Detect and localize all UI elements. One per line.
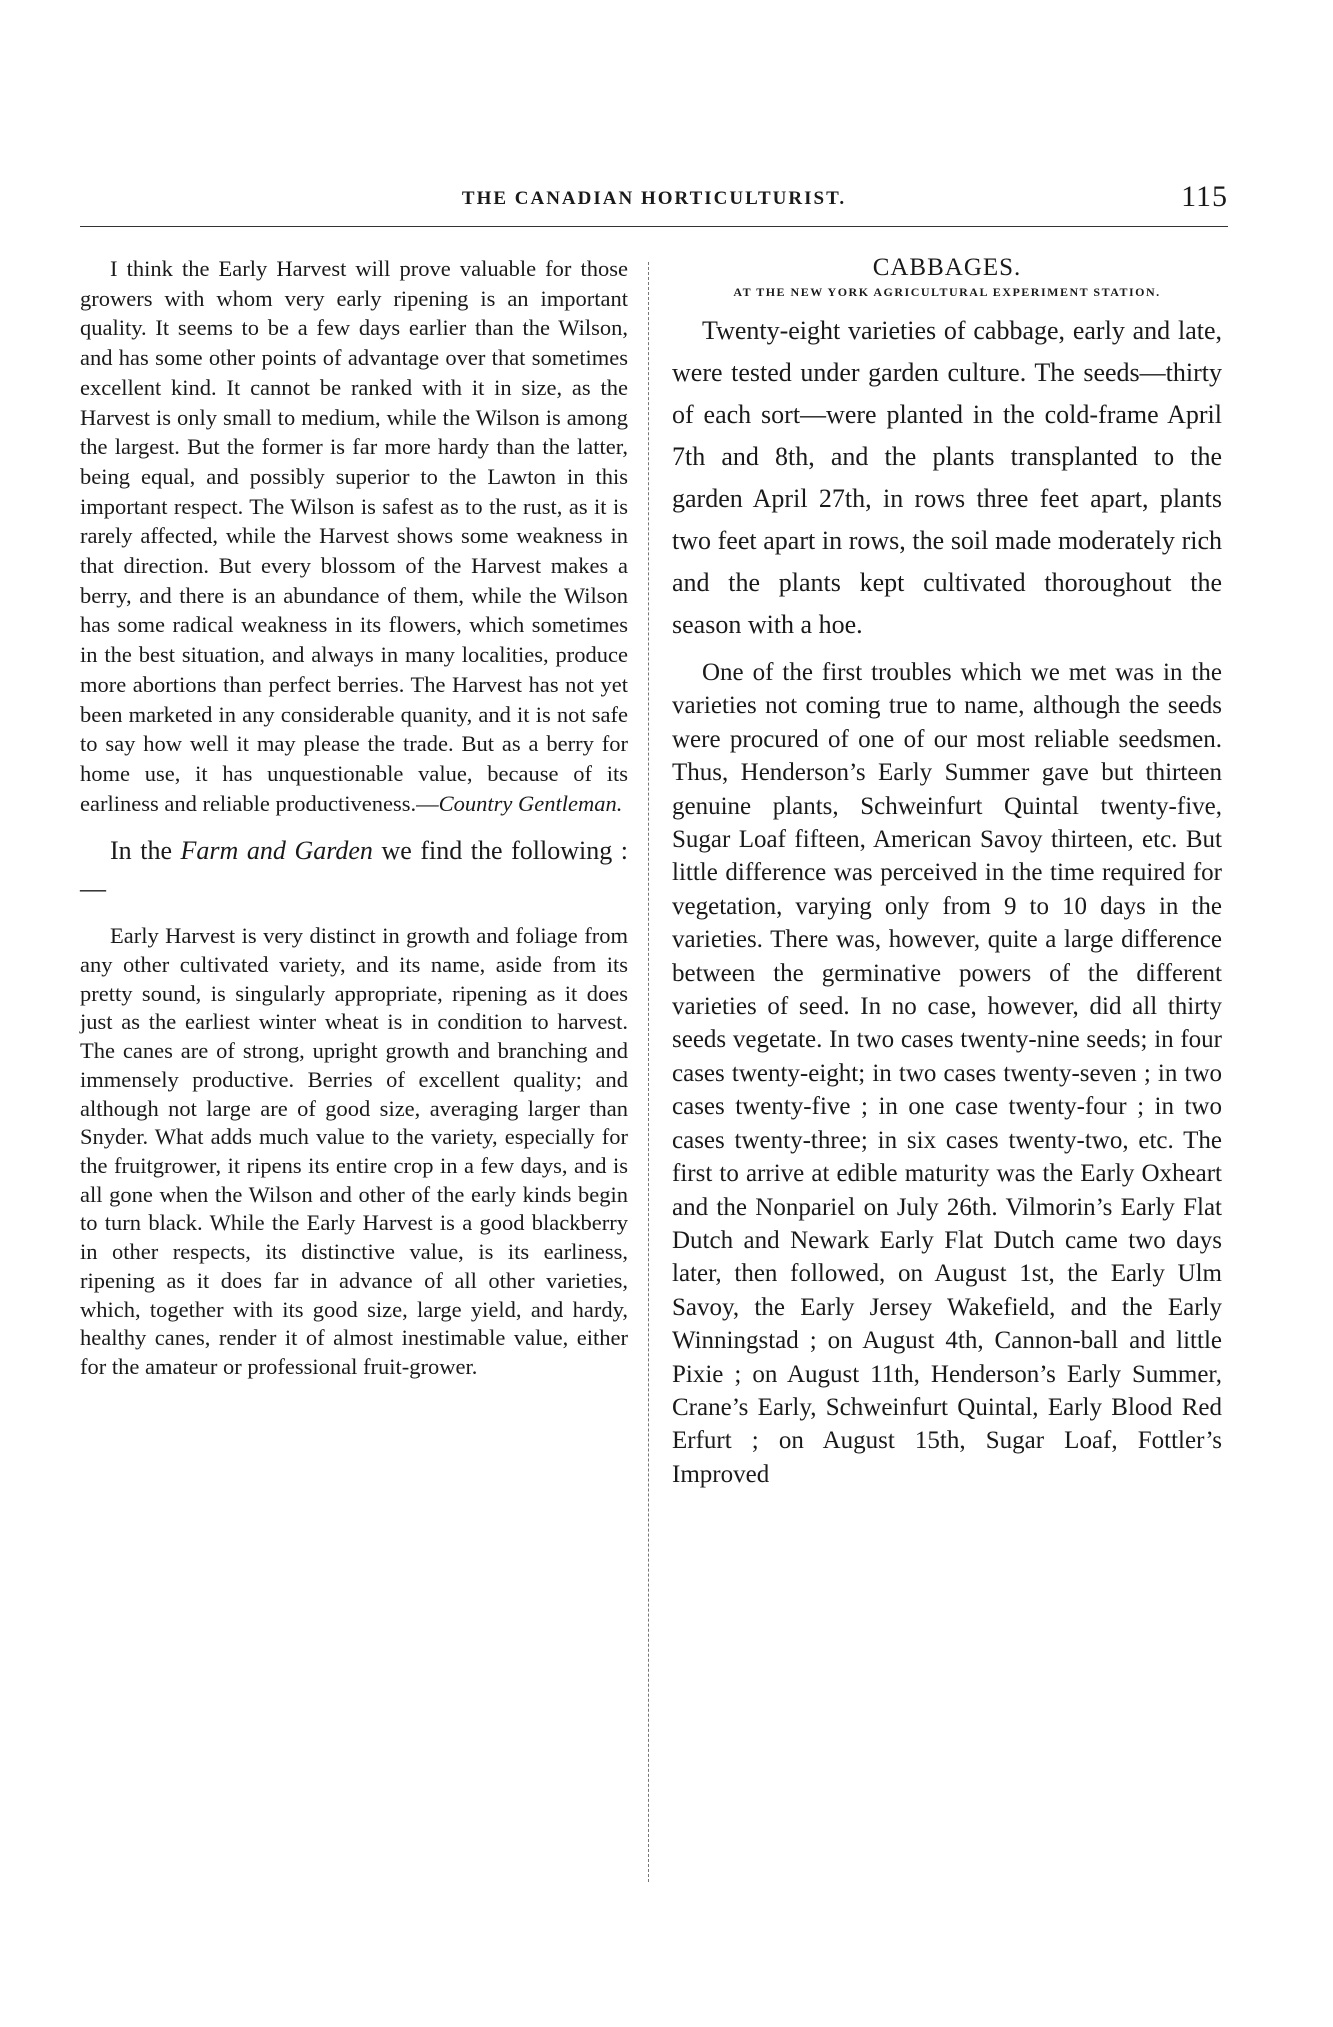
source-citation: Farm and Garden — [180, 836, 373, 866]
column-divider — [648, 262, 649, 1882]
left-column — [80, 254, 628, 1382]
right-column — [672, 254, 1222, 1491]
farm-and-garden-intro — [80, 832, 628, 908]
cabbage-paragraph-2: One of the first troubles which we met was in the varieties not coming true to name, although the seeds were procured of one of our most reliable seedsmen. Thus, Henderson’s Early Summer gave but thirteen genuine plants, Schweinfurt Quintal twenty-five, Sugar Loaf fifteen, American Savoy thirteen, etc. But little difference was perceived in the time required for vegetation, varying only from 9 to 10 days in the varieties. There was, however, quite a large difference between the germinative powers of the different varieties of seed. In no case, however, did all thirty seeds vegetate. In two cases twenty-nine seeds; in four cases twenty-eight; in two cases twenty-seven ; in two cases twenty-five ; in one case twenty-four ; in two cases twenty-three; in six cases twenty-two, etc. The first to arrive at edible maturity was the Early Oxheart and the Nonpariel on July 26th. Vilmorin’s Early Flat Dutch and Newark Early Flat Dutch came two days later, then followed, on August 1st, the Early Ulm Savoy, the Early Jersey Wakefield, and the Early Winningstad ; on August 4th, Cannon-ball and little Pixie ; on August 11th, Henderson’s Early Summer, Crane’s Early, Schweinfurt Quintal, Early Blood Red Erfurt ; on August 15th, Sugar Loaf, Fottler’s Improved — [672, 659, 1222, 1488]
section-subtitle: AT THE NEW YORK AGRICULTURAL EXPERIMENT STATION. — [733, 285, 1161, 299]
intro-text-before: In the — [110, 836, 181, 866]
paragraph-text: I think the Early Harvest will prove valuable for those growers with whom very early ripening is an important quality. It seems to be a few days earlier than the Wilson, and has some other points of advantage over that sometimes excellent kind. It cannot be ranked with it in size, as the Harvest is only small to medium, while the Wilson is among the largest. But the former is far more hardy than the latter, being equal, and possibly superior to the Lawton in this important respect. The Wilson is safest as to the rust, as it is rarely affected, while the Harvest shows some weakness in that direction. But every blossom of the Harvest makes a berry, and there is an abundance of them, while the Wilson has some radical weakness in its flowers, which sometimes in the best situation, and always in many localities, produce more abortions than perfect berries. The Harvest has not yet been marketed in any considerable quanity, and it is not safe to say how well it may please the trade. But as a berry for home use, it has unquestionable value, because of its earliness and reliable productiveness.— — [80, 256, 628, 816]
cabbage-paragraph-1: Twenty-eight varieties of cabbage, early and late, were tested under garden culture. The seeds—thirty of each sort—were planted in the cold-frame April 7th and 8th, and the plants transplanted to the garden April 27th, in rows three feet apart, plants two feet apart in rows, the soil made moderately rich and the plants kept cultivated thoroughout the season with a hoe. — [672, 316, 1222, 639]
intro-text-after: we find the following :— — [80, 836, 629, 904]
running-title: THE CANADIAN HORTICULTURIST. — [461, 188, 847, 209]
early-harvest-quote: Early Harvest is very distinct in growth and foliage from any other cultivated variety, and its name, aside from its pretty sound, is singularly appropriate, ripening as it does just as the earliest winter wheat is in condition to harvest. The canes are of strong, upright growth and branching and immensely productive. Berries of excellent quality; and although not large are of good size, averaging larger than Snyder. What adds much value to the variety, especially for the fruitgrower, it ripens its entire crop in a few days, and is all gone when the Wilson and other of the early kinds begin to turn black. While the Early Harvest is a good blackberry in other respects, its distinctive value, is its earliness, ripening as it does far in advance of all other varieties, which, together with its good size, large yield, and hardy, healthy canes, render it of almost inestimable value, either for the amateur or professional fruit-grower. — [80, 923, 628, 1379]
early-harvest-paragraph — [80, 254, 628, 818]
source-citation: Country Gentleman. — [438, 790, 623, 816]
page-number: 115 — [1181, 180, 1228, 213]
section-title: CABBAGES. — [872, 254, 1022, 281]
header-rule — [80, 226, 1228, 227]
running-header — [80, 180, 1228, 228]
